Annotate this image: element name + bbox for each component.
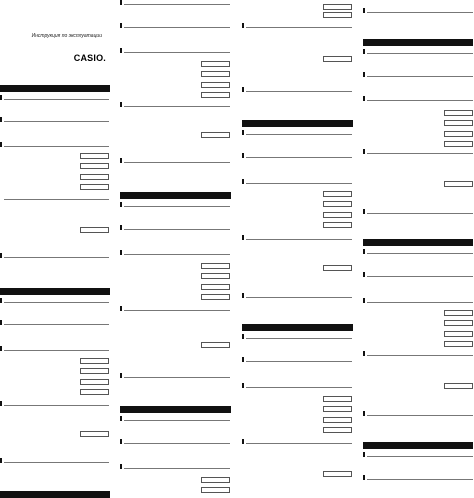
key-box xyxy=(323,201,352,207)
text-rule xyxy=(367,302,473,303)
text-rule xyxy=(124,162,230,163)
section-header-bar xyxy=(0,288,110,295)
text-rule xyxy=(124,377,230,378)
bullet-marker xyxy=(363,411,365,416)
section-header-bar xyxy=(0,491,110,498)
key-box xyxy=(323,396,352,402)
key-box xyxy=(444,131,473,137)
key-box xyxy=(201,342,230,348)
key-box xyxy=(323,12,352,18)
bullet-marker xyxy=(363,272,365,277)
bullet-marker xyxy=(120,202,122,207)
text-rule xyxy=(124,206,230,207)
key-box xyxy=(323,222,352,228)
section-header-bar xyxy=(120,406,231,413)
bullet-marker xyxy=(120,48,122,53)
key-box xyxy=(80,358,109,364)
bullet-marker xyxy=(242,293,244,298)
text-rule xyxy=(4,146,109,147)
bullet-marker xyxy=(242,235,244,240)
key-box xyxy=(201,273,230,279)
key-box xyxy=(80,227,109,233)
text-rule xyxy=(124,106,230,107)
key-box xyxy=(80,174,109,180)
bullet-marker xyxy=(120,102,122,107)
key-box xyxy=(323,191,352,197)
text-rule xyxy=(246,338,352,339)
casio-logo: CASIO. xyxy=(73,53,106,63)
text-rule xyxy=(124,4,230,5)
bullet-marker xyxy=(242,334,244,339)
text-rule xyxy=(367,53,473,54)
text-rule xyxy=(124,443,230,444)
section-header-bar xyxy=(363,39,473,46)
text-rule xyxy=(124,310,230,311)
bullet-marker xyxy=(242,153,244,158)
section-header-bar xyxy=(363,442,473,449)
key-box xyxy=(444,110,473,116)
section-header-bar xyxy=(363,239,473,246)
text-rule xyxy=(246,134,352,135)
text-rule xyxy=(367,153,473,154)
text-rule xyxy=(124,229,230,230)
text-rule xyxy=(4,302,109,303)
bullet-marker xyxy=(0,458,2,463)
text-rule xyxy=(4,257,109,258)
text-rule xyxy=(4,462,109,463)
key-box xyxy=(201,487,230,493)
bullet-marker xyxy=(0,298,2,303)
bullet-marker xyxy=(363,49,365,54)
key-box xyxy=(444,341,473,347)
key-box xyxy=(80,379,109,385)
text-rule xyxy=(246,157,352,158)
text-rule xyxy=(246,91,352,92)
bullet-marker xyxy=(0,253,2,258)
text-rule xyxy=(367,415,473,416)
text-rule xyxy=(4,405,109,406)
text-rule xyxy=(367,100,473,101)
section-header-bar xyxy=(0,85,110,92)
key-box xyxy=(323,4,352,10)
key-box xyxy=(201,132,230,138)
text-rule xyxy=(4,99,109,100)
bullet-marker xyxy=(120,0,122,5)
text-rule xyxy=(124,254,230,255)
text-rule xyxy=(246,361,352,362)
key-box xyxy=(80,431,109,437)
text-rule xyxy=(246,443,352,444)
column-3 xyxy=(242,0,354,498)
section-header-bar xyxy=(242,120,353,127)
key-box xyxy=(80,153,109,159)
text-rule xyxy=(4,199,109,200)
key-box xyxy=(323,471,352,477)
column-1 xyxy=(0,0,112,498)
bullet-marker xyxy=(363,452,365,457)
section-header-bar xyxy=(242,324,353,331)
key-box xyxy=(323,212,352,218)
key-box xyxy=(201,284,230,290)
key-box xyxy=(323,56,352,62)
section-header-bar xyxy=(120,192,231,199)
bullet-marker xyxy=(363,249,365,254)
bullet-marker xyxy=(242,383,244,388)
bullet-marker xyxy=(0,320,2,325)
text-rule xyxy=(4,121,109,122)
bullet-marker xyxy=(242,130,244,135)
bullet-marker xyxy=(242,87,244,92)
text-rule xyxy=(246,27,352,28)
text-rule xyxy=(124,420,230,421)
manual-subtitle: Инструкция по эксплуатации xyxy=(31,33,102,39)
bullet-marker xyxy=(242,439,244,444)
key-box xyxy=(323,417,352,423)
key-box xyxy=(444,120,473,126)
bullet-marker xyxy=(0,142,2,147)
bullet-marker xyxy=(120,225,122,230)
bullet-marker xyxy=(120,158,122,163)
text-rule xyxy=(4,350,109,351)
bullet-marker xyxy=(363,96,365,101)
bullet-marker xyxy=(120,250,122,255)
key-box xyxy=(201,71,230,77)
key-box xyxy=(323,265,352,271)
key-box xyxy=(80,184,109,190)
key-box xyxy=(201,477,230,483)
key-box xyxy=(80,368,109,374)
text-rule xyxy=(246,239,352,240)
key-box xyxy=(201,92,230,98)
bullet-marker xyxy=(120,416,122,421)
text-rule xyxy=(367,479,473,480)
key-box xyxy=(444,310,473,316)
bullet-marker xyxy=(0,401,2,406)
text-rule xyxy=(4,324,109,325)
bullet-marker xyxy=(120,23,122,28)
text-rule xyxy=(367,76,473,77)
bullet-marker xyxy=(363,475,365,480)
text-rule xyxy=(367,253,473,254)
bullet-marker xyxy=(120,306,122,311)
text-rule xyxy=(246,387,352,388)
key-box xyxy=(323,427,352,433)
bullet-marker xyxy=(120,439,122,444)
key-box xyxy=(444,320,473,326)
text-rule xyxy=(124,52,230,53)
bullet-marker xyxy=(0,346,2,351)
bullet-marker xyxy=(363,72,365,77)
bullet-marker xyxy=(0,117,2,122)
key-box xyxy=(201,61,230,67)
text-rule xyxy=(367,456,473,457)
bullet-marker xyxy=(242,23,244,28)
text-rule xyxy=(124,27,230,28)
cover-title-block xyxy=(0,0,112,70)
bullet-marker xyxy=(120,373,122,378)
text-rule xyxy=(367,355,473,356)
bullet-marker xyxy=(120,464,122,469)
column-4 xyxy=(363,0,474,498)
bullet-marker xyxy=(363,149,365,154)
text-rule xyxy=(367,276,473,277)
key-box xyxy=(201,294,230,300)
key-box xyxy=(201,263,230,269)
key-box xyxy=(323,406,352,412)
key-box xyxy=(444,331,473,337)
column-2 xyxy=(120,0,232,498)
text-rule xyxy=(367,12,473,13)
bullet-marker xyxy=(363,8,365,13)
bullet-marker xyxy=(363,209,365,214)
key-box xyxy=(444,141,473,147)
key-box xyxy=(201,82,230,88)
bullet-marker xyxy=(0,95,2,100)
key-box xyxy=(80,163,109,169)
bullet-marker xyxy=(242,179,244,184)
key-box xyxy=(80,389,109,395)
text-rule xyxy=(246,297,352,298)
text-rule xyxy=(367,213,473,214)
bullet-marker xyxy=(363,351,365,356)
text-rule xyxy=(246,183,352,184)
text-rule xyxy=(124,468,230,469)
bullet-marker xyxy=(363,298,365,303)
key-box xyxy=(444,383,473,389)
key-box xyxy=(444,181,473,187)
bullet-marker xyxy=(242,357,244,362)
